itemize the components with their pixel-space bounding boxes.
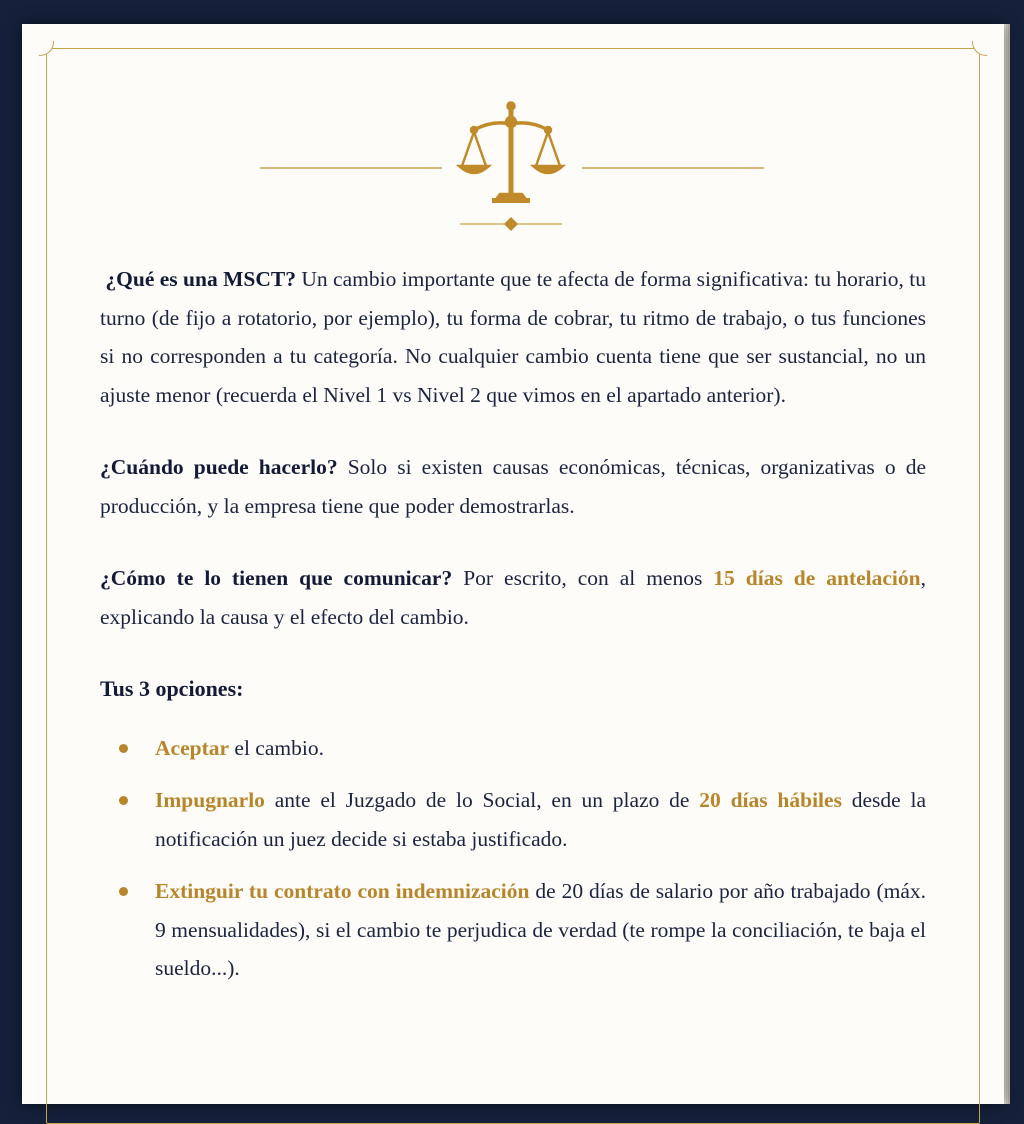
document-page [22, 24, 1004, 1104]
option-item-extinguir [100, 872, 926, 988]
cuando-text: Solo si existen causas económicas, técnicas, organizativas o de producción, y la empresa tiene que poder demostrarlas. [100, 455, 926, 518]
msct-question: ¿Qué es una MSCT? [105, 267, 296, 291]
comunicar-text-after: , explicando la causa y el efecto del cambio. [100, 566, 926, 629]
comunicar-text-before: Por escrito, con al menos [452, 566, 714, 590]
option-text: de 20 días de salario por año trabajado (máx. 9 mensualidades), si el cambio te perjudica de verdad (te rompe la conciliación, te baja el sueldo...). [155, 879, 926, 980]
option-text: el cambio. [229, 735, 324, 760]
options-heading: Tus 3 opciones: [100, 676, 244, 701]
option-highlight-plazo: 20 días hábiles [699, 788, 842, 812]
header-emblem [22, 94, 1004, 244]
option-item-aceptar [100, 729, 926, 768]
msct-text: Un cambio importante que te afecta de forma significativa: tu horario, tu turno (de fijo a rotatorio, por ejemplo), tu forma de cobrar, tu ritmo de trabajo, o tus funciones si no corresponden a tu categoría. No cualquier cambio cuenta tiene que ser sustancial, no un ajuste menor (recuerda el Nivel 1 vs Nivel 2 que vimos en el apartado anterior). [100, 267, 927, 407]
option-highlight: Extinguir tu contrato con indemnización [155, 879, 530, 903]
option-item-impugnar [100, 781, 926, 858]
bullet-icon [119, 744, 128, 753]
scales-of-justice-icon [459, 103, 563, 204]
comunicar-paragraph [100, 559, 926, 636]
ornament-divider [460, 217, 562, 231]
main-content [100, 260, 926, 1002]
cuando-paragraph [100, 448, 926, 525]
comunicar-question: ¿Cómo te lo tienen que comunicar? [100, 566, 453, 590]
comunicar-highlight: 15 días de antelación [713, 566, 921, 590]
cuando-question: ¿Cuándo puede hacerlo? [100, 455, 338, 479]
option-highlight: Aceptar [155, 735, 230, 760]
option-text-after: desde la notificación un juez decide si estaba justificado. [155, 788, 927, 851]
bullet-icon [119, 796, 128, 805]
options-list [100, 729, 926, 988]
bullet-icon [119, 887, 128, 896]
option-highlight: Impugnarlo [155, 788, 265, 812]
option-text-before: ante el Juzgado de lo Social, en un plazo de [264, 788, 700, 812]
msct-paragraph [100, 260, 926, 414]
